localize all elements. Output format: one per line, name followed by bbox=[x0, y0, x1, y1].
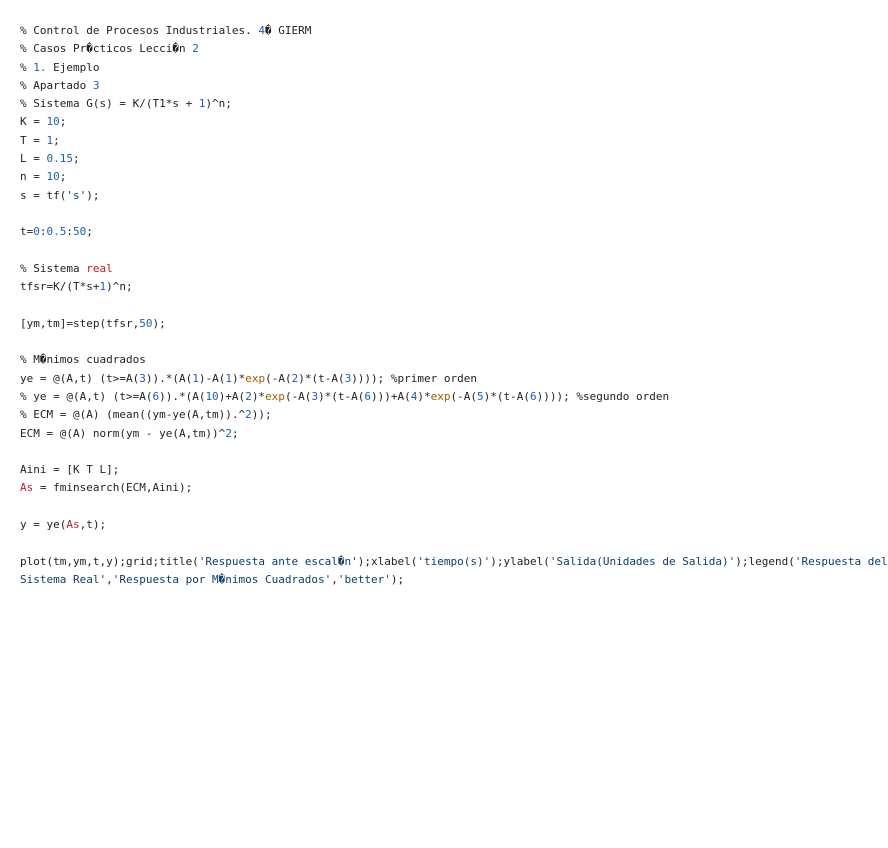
code-token: % ye = @(A,t) (t>=A( bbox=[20, 389, 153, 403]
code-token: )))); %segundo orden bbox=[536, 389, 670, 403]
code-token: % Control de Procesos Industriales. bbox=[20, 24, 259, 37]
code-token: 6 bbox=[152, 389, 160, 403]
code-token: As bbox=[20, 481, 34, 495]
code-token: (-A( bbox=[265, 371, 292, 385]
code-token: 4 bbox=[410, 389, 418, 403]
code-token: ); bbox=[86, 188, 100, 202]
code-token: T = bbox=[20, 133, 47, 147]
code-token: Sistema Real' bbox=[20, 572, 107, 586]
code-token: ; bbox=[59, 115, 67, 129]
code-token: ye = @(A,t) (t>=A( bbox=[20, 371, 140, 385]
code-token: )^n; bbox=[205, 97, 232, 111]
code-token: % bbox=[20, 60, 34, 74]
code-token: )))); %primer orden bbox=[351, 371, 478, 385]
code-token: ); bbox=[152, 316, 166, 330]
code-token: )))+A( bbox=[371, 389, 411, 403]
code-token: )* bbox=[231, 371, 246, 385]
code-token: (-A( bbox=[450, 389, 478, 403]
code-line bbox=[20, 168, 848, 186]
code-line bbox=[20, 205, 848, 223]
code-token: 1 bbox=[225, 371, 232, 385]
code-listing bbox=[20, 22, 888, 589]
code-token: 3 bbox=[344, 371, 352, 385]
code-token: : bbox=[66, 225, 73, 239]
code-line bbox=[20, 406, 848, 424]
code-token: 1. bbox=[33, 60, 47, 74]
code-token: % M�nimos cuadrados bbox=[20, 353, 146, 367]
code-token: exp bbox=[245, 371, 266, 385]
code-token: 6 bbox=[364, 389, 372, 403]
code-token: ; bbox=[86, 225, 93, 239]
code-token: 3 bbox=[311, 389, 319, 403]
code-token: % Sistema G(s) = K/(T1*s + bbox=[20, 97, 199, 111]
code-token: = fminsearch(ECM,Aini); bbox=[33, 481, 193, 495]
code-token: )-A( bbox=[198, 371, 226, 385]
code-token: )* bbox=[251, 389, 266, 403]
code-token: real bbox=[86, 261, 113, 275]
code-token: 'Salida(Unidades de Salida)' bbox=[549, 554, 736, 568]
code-token: ,t); bbox=[79, 518, 107, 532]
code-token: 's' bbox=[66, 188, 87, 202]
code-token: 1 bbox=[46, 133, 54, 147]
code-token: 1 bbox=[99, 280, 107, 294]
code-token: );xlabel( bbox=[357, 554, 418, 568]
code-token: 5 bbox=[477, 389, 484, 403]
code-line bbox=[20, 479, 848, 497]
code-token: 2 bbox=[245, 389, 252, 403]
code-token: 1 bbox=[192, 371, 199, 385]
code-token: s = tf( bbox=[20, 188, 67, 202]
code-token: As bbox=[66, 518, 80, 532]
code-token: ; bbox=[231, 426, 239, 440]
code-token: 'Respuesta por M�nimos Cuadrados' bbox=[112, 572, 332, 586]
code-line bbox=[20, 571, 848, 589]
code-token: y = ye( bbox=[20, 518, 67, 532]
code-token: 10 bbox=[46, 115, 60, 129]
code-token: 4 bbox=[258, 24, 266, 37]
code-token: 0 bbox=[33, 225, 40, 239]
code-token: plot(tm,ym,t,y);grid;title( bbox=[20, 554, 199, 568]
code-token: � GIERM bbox=[265, 24, 312, 37]
code-line bbox=[20, 388, 848, 406]
code-token: : bbox=[39, 225, 47, 239]
code-line bbox=[20, 516, 848, 534]
code-token: )).*(A( bbox=[145, 371, 193, 385]
code-token: 'Respuesta del bbox=[794, 554, 888, 568]
code-token: )*(t-A( bbox=[483, 389, 531, 403]
code-token: )); bbox=[251, 408, 272, 422]
code-token: )*(t-A( bbox=[298, 371, 345, 385]
code-line bbox=[20, 223, 848, 241]
code-line bbox=[20, 132, 848, 150]
code-line bbox=[20, 425, 848, 443]
code-line bbox=[20, 113, 848, 131]
code-token: K = bbox=[20, 115, 47, 129]
code-line bbox=[20, 351, 848, 369]
code-token: ECM = @(A) norm(ym - ye(A,tm))^ bbox=[20, 426, 226, 440]
code-token: 'tiempo(s)' bbox=[417, 554, 491, 568]
code-line bbox=[20, 370, 848, 388]
code-token: 0.15 bbox=[46, 152, 73, 166]
code-token: 1 bbox=[198, 97, 206, 111]
code-line bbox=[20, 534, 848, 552]
code-token: 2 bbox=[291, 371, 299, 385]
code-token: ; bbox=[73, 152, 80, 166]
code-token: % Sistema bbox=[20, 261, 87, 275]
code-token: 50 bbox=[73, 225, 87, 239]
code-token: 2 bbox=[192, 42, 199, 56]
code-token: n = bbox=[20, 170, 47, 184]
code-line bbox=[20, 59, 848, 77]
code-token: )+A( bbox=[218, 389, 246, 403]
code-line bbox=[20, 333, 848, 351]
code-token: );ylabel( bbox=[490, 554, 550, 568]
code-token: );legend( bbox=[735, 554, 795, 568]
code-line bbox=[20, 461, 848, 479]
code-token: 2 bbox=[245, 408, 252, 422]
code-token: 3 bbox=[139, 371, 146, 385]
code-line bbox=[20, 315, 848, 333]
code-token: Aini = [K T L]; bbox=[20, 463, 120, 477]
code-token: % Casos Pr�cticos Lecci�n bbox=[20, 42, 193, 56]
code-token: exp bbox=[430, 389, 451, 403]
code-line bbox=[20, 498, 848, 516]
code-token: (-A( bbox=[284, 389, 312, 403]
code-line bbox=[20, 443, 848, 461]
code-line bbox=[20, 260, 848, 278]
code-token: % Apartado bbox=[20, 78, 93, 92]
code-token: , bbox=[106, 572, 113, 586]
code-token: , bbox=[331, 572, 338, 586]
code-token: L = bbox=[20, 152, 47, 166]
code-token: Ejemplo bbox=[46, 60, 100, 74]
code-token: )^n; bbox=[106, 280, 133, 294]
code-token: [ym,tm]=step(tfsr, bbox=[20, 316, 140, 330]
code-token: 10 bbox=[205, 389, 219, 403]
code-token: 'Respuesta ante escal�n' bbox=[198, 554, 358, 568]
code-token: ); bbox=[390, 572, 405, 586]
code-token: 10 bbox=[46, 170, 60, 184]
code-token: t= bbox=[20, 225, 34, 239]
code-token: 'better' bbox=[337, 572, 391, 586]
code-token: 6 bbox=[530, 389, 537, 403]
code-token: 2 bbox=[225, 426, 232, 440]
code-line bbox=[20, 77, 848, 95]
code-token: % ECM = @(A) (mean((ym-ye(A,tm)).^ bbox=[20, 408, 246, 422]
code-line bbox=[20, 278, 848, 296]
code-line bbox=[20, 296, 848, 314]
code-token: )*(t-A( bbox=[318, 389, 365, 403]
code-token: )* bbox=[417, 389, 431, 403]
code-line bbox=[20, 40, 848, 58]
code-token: )).*(A( bbox=[159, 389, 206, 403]
code-token: 0.5 bbox=[46, 225, 67, 239]
code-line bbox=[20, 95, 848, 113]
code-token: 3 bbox=[92, 78, 100, 92]
code-token: ; bbox=[53, 133, 60, 147]
code-line bbox=[20, 22, 848, 40]
code-token: ; bbox=[59, 170, 67, 184]
code-line bbox=[20, 553, 888, 571]
code-token: 50 bbox=[139, 316, 153, 330]
code-token: tfsr=K/(T*s+ bbox=[20, 280, 100, 294]
code-line bbox=[20, 187, 848, 205]
code-line bbox=[20, 150, 848, 168]
code-line bbox=[20, 242, 848, 260]
code-token: exp bbox=[265, 389, 285, 403]
